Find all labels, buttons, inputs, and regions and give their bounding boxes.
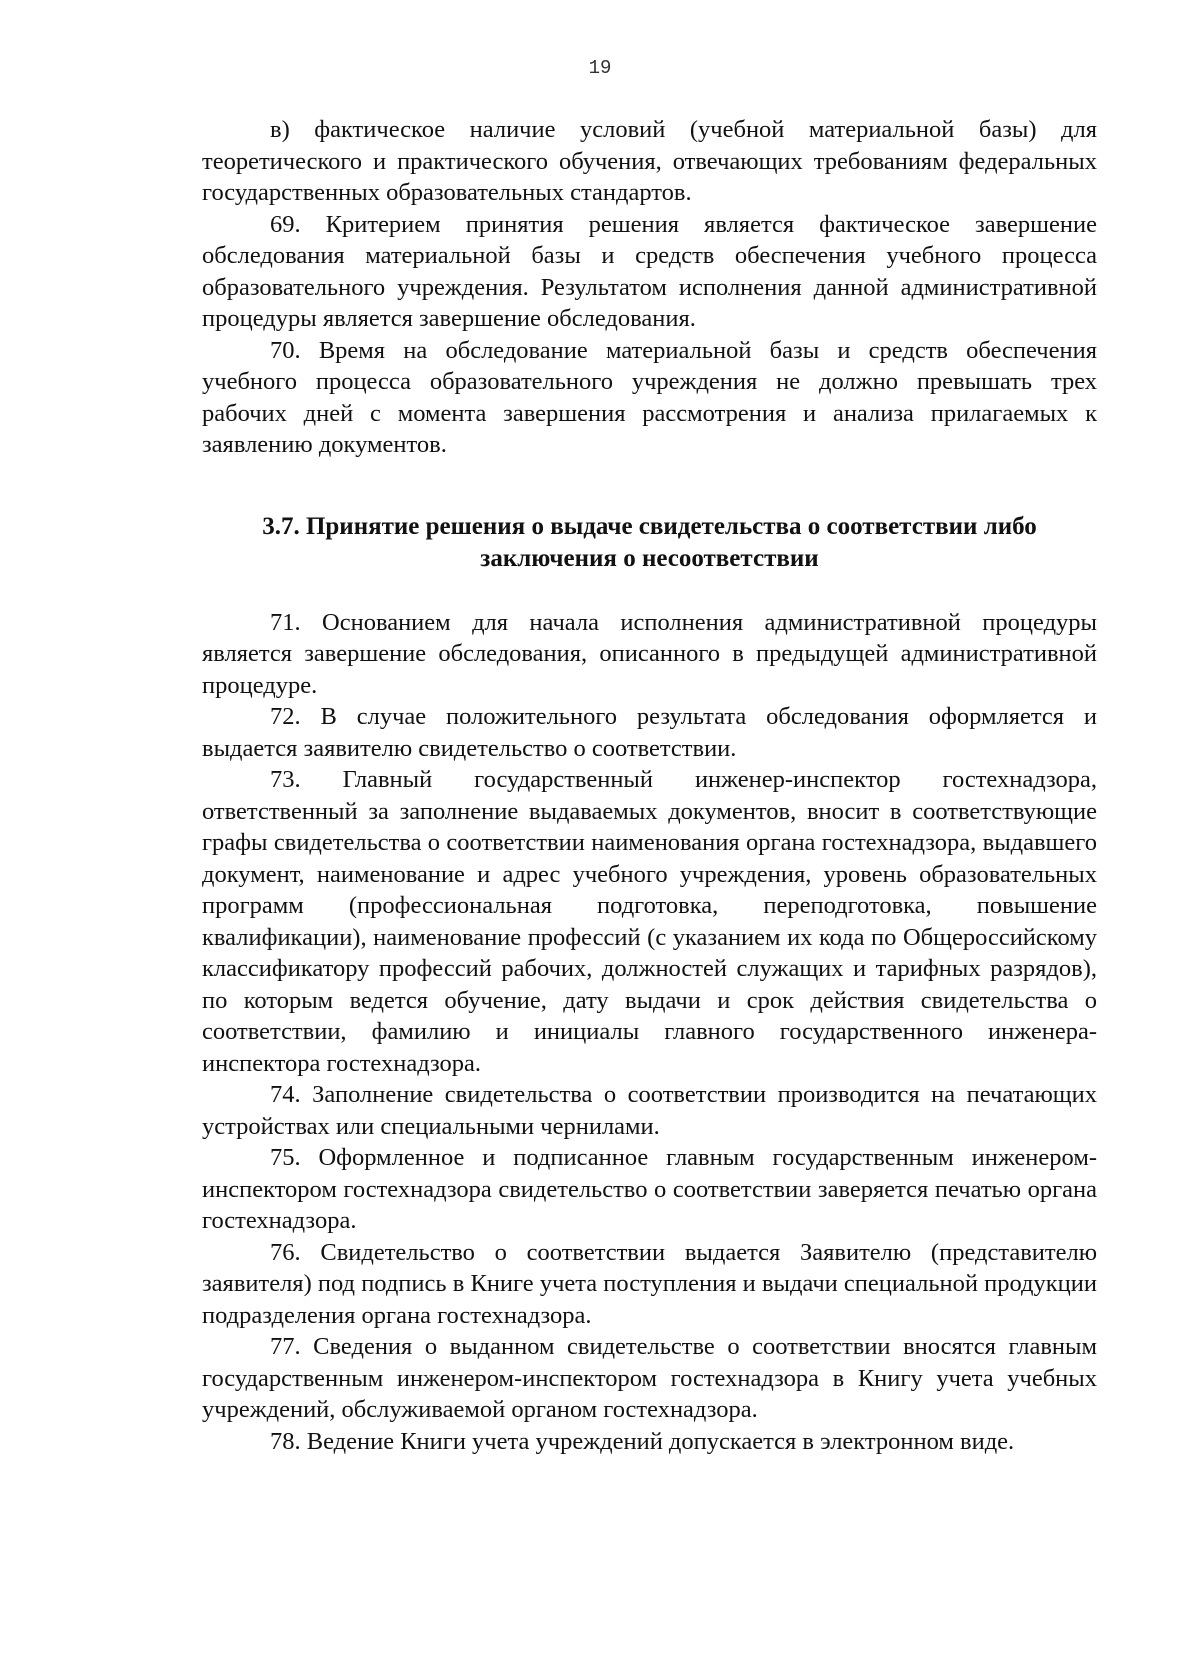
- paragraph-v: в) фактическое наличие условий (учебной материальной базы) для теоретического и практического обучения, отвечающих требованиям федеральных государственных образовательных стандартов.: [202, 116, 1097, 206]
- section-heading: 3.7. Принятие решения о выдаче свидетельства о соответствии либо заключения о несоответствии: [262, 512, 1037, 572]
- paragraph-77: 77. Сведения о выданном свидетельстве о соответствии вносятся главным государственным инженером-инспектором гостехнадзора в Книгу учета учебных учреждений, обслуживаемой органом гостехнадзора.: [202, 1333, 1097, 1423]
- paragraph-76: 76. Свидетельство о соответствии выдается Заявителю (представителю заявителя) под подпись в Книге учета поступления и выдачи специальной продукции подразделения органа гостехнадзора.: [202, 1238, 1097, 1329]
- page-number: 19: [588, 57, 612, 79]
- paragraph-74: 74. Заполнение свидетельства о соответствии производится на печатающих устройствах или специальными чернилами.: [202, 1081, 1097, 1140]
- paragraph-71: 71. Основанием для начала исполнения административной процедуры является завершение обследования, описанного в предыдущей административной процедуре.: [202, 608, 1097, 699]
- paragraph-78: 78. Ведение Книги учета учреждений допускается в электронном виде.: [270, 1427, 1015, 1455]
- document-body: [202, 114, 1097, 1457]
- paragraph-69: 69. Критерием принятия решения является фактическое завершение обследования материальной базы и средств обеспечения учебного процесса образовательного учреждения. Результатом исполнения данной административной процедуры является завершение обследования.: [202, 210, 1097, 332]
- paragraph-75: 75. Оформленное и подписанное главным государственным инженером-инспектором гостехнадзора свидетельство о соответствии заверяется печатью органа гостехнадзора.: [202, 1144, 1097, 1234]
- paragraph-73: 73. Главный государственный инженер-инспектор гостехнадзора, ответственный за заполнение выдаваемых документов, вносит в соответствующие графы свидетельства о соответствии наименования органа гостехнадзора, выдавшего документ, наименование и адрес учебного учреждения, уровень образовательных программ (профессиональная подготовка, переподготовка, повышение квалификации), наименование профессий (с указанием их кода по Общероссийскому классификатору профессий рабочих, должностей служащих и тарифных разрядов), по которым ведется обучение, дату выдачи и срок действия свидетельства о соответствии, фамилию и инициалы главного государственного инженера-инспектора гостехнадзора.: [202, 766, 1097, 1077]
- paragraph-72: 72. В случае положительного результата обследования оформляется и выдается заявителю свидетельство о соответствии.: [202, 703, 1097, 762]
- paragraph-70: 70. Время на обследование материальной базы и средств обеспечения учебного процесса образовательного учреждения не должно превышать трех рабочих дней с момента завершения рассмотрения и анализа прилагаемых к заявлению документов.: [202, 336, 1097, 458]
